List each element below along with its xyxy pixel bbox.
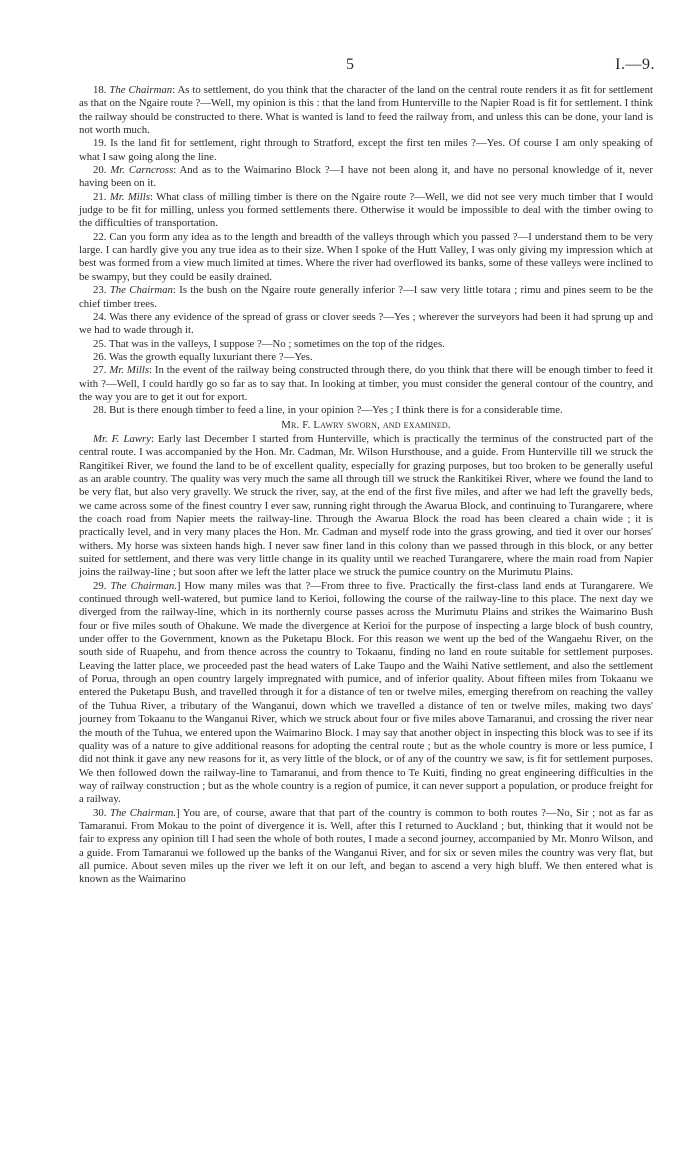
paragraph: [79, 364, 653, 404]
question-number: 27.: [93, 364, 110, 377]
question-number: 18.: [93, 84, 110, 96]
question-number: 22.: [93, 230, 110, 243]
paragraph-text: ] You are, of course, aware that that part of the country is common to both routes ?—No, Sir ; not as far as Tamaranui. From Mokau to the point of divergence it is. Well, after this I returned to Auckland ; but, thinking that it would not be fair to express any opinion till I had seen the whole of both routes, I made a second journey, accompanied by Mr. Monro Wilson, and a guide. From Tamaranui we followed up the banks of the Wanganui River, and for six or seven miles the country was very flat, but all pumice. About seven miles up the river we left it on our left, and began to ascend a very high bluff. We then entered what is known as the Waimarino: [79, 806, 654, 886]
question-number: 23.: [93, 284, 110, 297]
paragraph: [79, 164, 653, 191]
paragraph: [79, 84, 653, 137]
paragraph: [79, 433, 653, 580]
paragraph-text: : As to settlement, do you think that the character of the land on the central route renders it as fit for settlement as that on the Ngaire route ?—Well, my opinion is this : that the land from Hunterville to the Napier Road is fit for settlement. I think the railway should be constructed to there. What is wanted is land to feed the railway from, and unless this can be done, your land is not worth much.: [79, 84, 653, 137]
paragraph: [79, 284, 653, 311]
paragraph-text: : And as to the Waimarino Block ?—I have not been along it, and have no personal knowledge of it, never having been on it.: [79, 164, 653, 190]
paragraph: [79, 191, 653, 231]
speaker-name: Mr. Mills: [109, 364, 150, 377]
question-number: 29.: [93, 579, 111, 592]
paragraph-text: That was in the valleys, I suppose ?—No ; sometimes on the top of the ridges.: [108, 337, 445, 350]
examination-block-2: [79, 433, 653, 887]
question-number: 28.: [93, 404, 110, 417]
paragraph-text: ] How many miles was that ?—From three to five. Practically the first-class land ends at Turangarere. We continued through well-watered, but pumice land to Kerioi, following the course of the railway-line to this place. The next day we diverged from the railway-line, which in its northernly course passes across the Murimutu Plains and strikes the Waimarino Bush four or five miles south of Ohakune. We made the divergence at Kerioi for the purpose of inspecting a large block of bush country, under offer to the Government, known as the Puketapu Block. For this reason we went up the bed of the Wangaehu River, on the south side of Ruapehu, and from thence across the country to Tokaanu, finding no land en route suitable for settlement purposes. Leaving the latter place, we proceeded past the head waters of Lake Taupo and the Waihi Native settlement, and also the settlement of Porua, through an open country largely impregnated with pumice, and of inferior quality. About fifteen miles from Tokaanu we entered the Puketapu Bush, and travelled through it for a distance of ten or twelve miles, emerging therefrom on reaching the valley of the Tuhua River, a tributary of the Wanganui, down which we travelled a distance of ten or twelve miles, making two days' journey from Tokaanu to the Wanganui River, which we struck about four or five miles above Tamaranui, and crossing the river near the mouth of the Tuhua, we entered upon the Waimarino Block. I may say that another object in inspecting this block was to see if its quality was of a nature to give additional reasons for adopting the central route ; but as the whole country is more or less pumice, I did not think it gave any new reasons for it, as very little of the block, or of any of the country we saw, is fit for settlement purposes. We then followed down the railway-line to Tamaranui, and from thence to Te Kuiti, finding no great engineering difficulties in the way of railway construction ; but as the whole country is a region of pumice, it can never support a population, or produce freight for a railway.: [79, 579, 653, 806]
speaker-name: Mr. Carncross: [110, 164, 174, 177]
paragraph-text: : Early last December I started from Hunterville, which is practically the terminus of the constructed part of the central route. I was accompanied by the Hon. Mr. Cadman, Mr. Wilson Hursthouse, and a guide. From Hunterville till we struck the Rangitikei River, we found the land to be of excellent quality, especially for grazing purposes, but too broken to be generally useful as an arable country. The quality was very much the same all through till we struck the Rankitikei River, where we found the land to be very flat, but also very gravelly. We struck the river, say, at the end of the first five miles, and after we had left the gravelly beds, we came across some of the finest country I ever saw, running right through the Awarua Block, and continuing to Turangarere, where the coach road from Napier meets the railway-line. Through the Awarua Block the road has been cleared a chain wide ; it is practically level, and in very many places the Hon. Mr. Cadman and myself rode into the grass growing, and tied it over our horses' withers. My horse was sixteen hands high. I never saw finer land in this colony than we passed through in this block, or any better suited for settlement, and there was very little change in its quality until we reached Turangarere, where the main road from Napier joins the railway-line ; but soon after we left the latter place we struck the pumice country on the Murimutu Plains.: [79, 432, 653, 579]
paragraph-text: : Is the bush on the Ngaire route generally inferior ?—I saw very little totara ; rimu and pines seem to be the chief timber trees.: [79, 284, 654, 310]
question-number: 26.: [93, 350, 109, 363]
speaker-name: The Chairman: [109, 84, 173, 96]
question-number: 24.: [93, 310, 110, 323]
speaker-name: The Chairman: [109, 284, 173, 297]
paragraph-text: : In the event of the railway being constructed through there, do you think that there will be enough timber to feed it with ?—Well, I could hardly go so far as to say that. In looking at timber, you must consider the general contour of the country, and the way you are to get it out for export.: [79, 364, 653, 403]
page-number: 5: [346, 56, 354, 73]
paragraph-text: Can you form any idea as to the length and breadth of the valleys through which you passed ?—I understand them to be very large. I can hardly give you any true idea as to their size. When I spoke of the Hutt Valley, I was only giving my impression which at best was formed from a view much limited at times. Where the river had overflowed its banks, some of these valleys were inclined to be swampy, but they could be easily drained.: [79, 230, 654, 283]
speaker-name: Mr. Mills: [109, 190, 150, 203]
paragraph: [79, 351, 653, 364]
paragraph-text: But is there enough timber to feed a line, in your opinion ?—Yes ; I think there is for a considerable time.: [109, 404, 563, 417]
question-number: 19.: [93, 137, 111, 150]
question-number: 20.: [93, 164, 111, 177]
paragraph: [79, 231, 653, 284]
paragraph: [79, 311, 653, 338]
paragraph: [79, 580, 653, 807]
paragraph: [79, 807, 653, 887]
body-text: [79, 84, 653, 887]
speaker-name: The Chairman.: [110, 579, 177, 592]
paragraph: [79, 338, 653, 351]
question-number: 21.: [93, 190, 110, 203]
paragraph-text: : What class of milling timber is there on the Ngaire route ?—Well, we did not see very much timber that I would judge to be fit for milling, unless you formed settlements there. Otherwise it would be impossible to deal with the timber owing to the difficulties of transportation.: [79, 190, 653, 230]
paragraph: [79, 137, 653, 164]
document-reference: I.—9.: [615, 56, 655, 73]
question-number: 25.: [93, 337, 109, 350]
section-heading: Mr. F. Lawry sworn, and examined.: [281, 418, 451, 431]
examination-block-1: [79, 84, 653, 418]
speaker-name: The Chairman.: [110, 806, 177, 819]
paragraph-text: Was the growth equally luxuriant there ?—Yes.: [108, 350, 313, 363]
question-number: 30.: [93, 806, 111, 819]
paragraph: [79, 404, 653, 417]
paragraph-text: Was there any evidence of the spread of grass or clover seeds ?—Yes ; wherever the surveyors had been it had sprung up and we had to wade through it.: [79, 310, 653, 337]
paragraph-text: Is the land fit for settlement, right through to Stratford, except the first ten miles ?—Yes. Of course I am only speaking of what I saw going along the line.: [79, 137, 653, 163]
speaker-name: Mr. F. Lawry: [93, 432, 151, 445]
